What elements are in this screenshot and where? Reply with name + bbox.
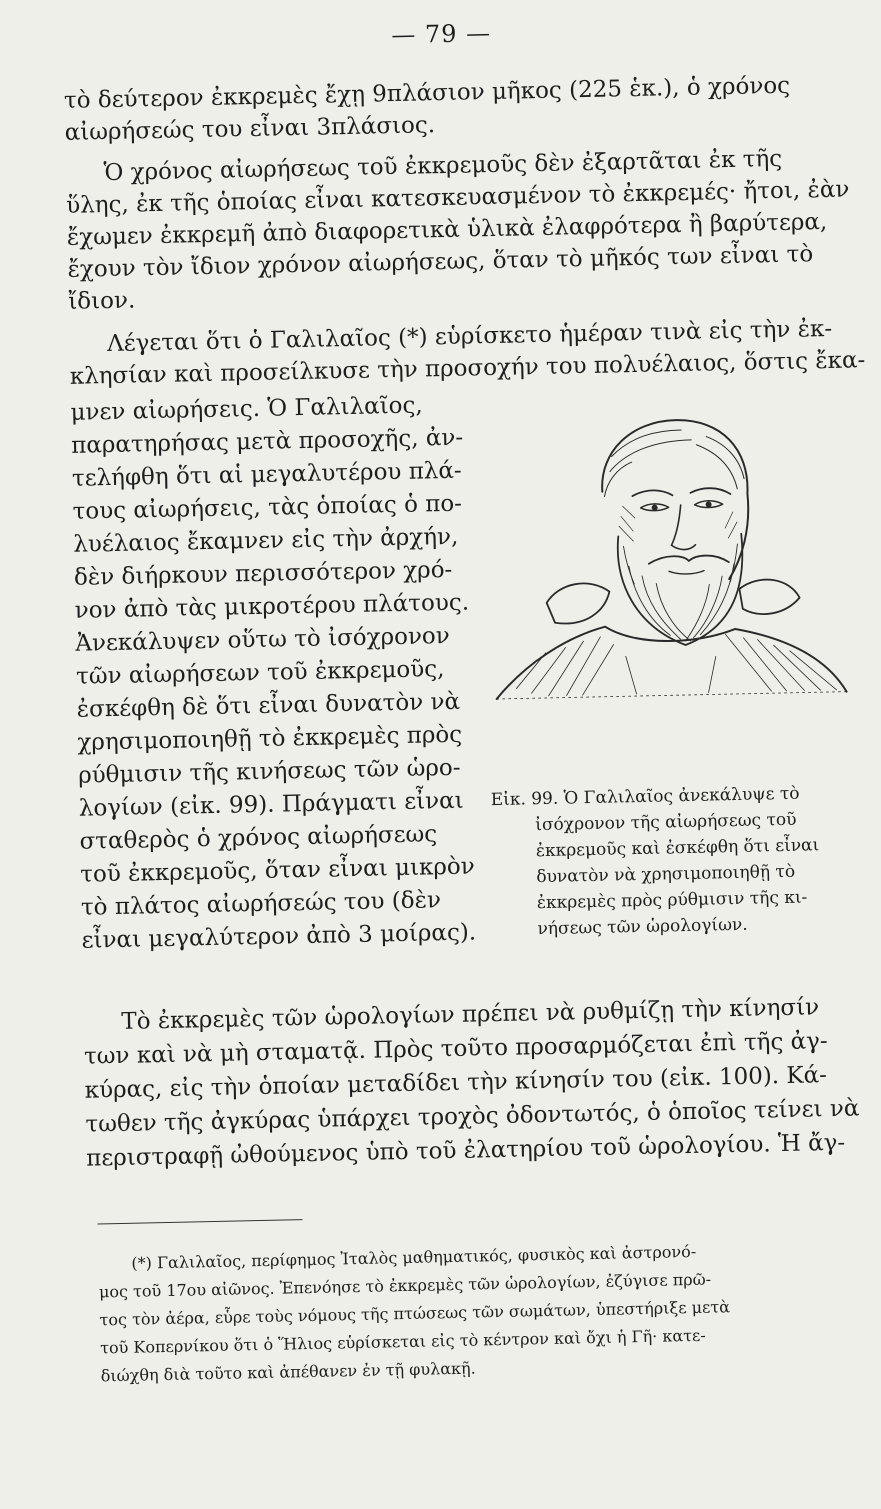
- text-line: περιστραφῇ ὠθούμενος ὑπὸ τοῦ ἐλατηρίου τοῦ ὡρολογίου. Ἡ ἄγ-: [85, 1129, 846, 1172]
- footnote-line: τοῦ Κοπερνίκου ὅτι ὁ Ἥλιος εὑρίσκεται εἰς τὸ κέντρον καὶ ὄχι ἡ Γῆ· κατε-: [99, 1325, 706, 1358]
- caption-line: ἐκκρεμοῦς καὶ ἐσκέφθη ὅτι εἶναι: [535, 835, 820, 862]
- text-line: λογίων (εἰκ. 99). Πράγματι εἶναι: [78, 787, 464, 822]
- text-line: μνεν αἰωρήσεις. Ὁ Γαλιλαῖος,: [70, 392, 423, 426]
- text-line: Τὸ ἐκκρεμὲς τῶν ὡρολογίων πρέπει νὰ ρυθμίζῃ τὴν κίνησίν: [121, 994, 820, 1035]
- footnote-line: (*) Γαλιλαῖος, περίφημος Ἰταλὸς μαθηματικός, φυσικὸς καὶ ἀστρονό-: [131, 1241, 697, 1273]
- text-line: ἐσκέφθη δὲ ὅτι εἶναι δυνατὸν νὰ: [76, 688, 461, 723]
- text-line: κλησίαν καὶ προσείλκυσε τὴν προσοχήν του πολυέλαιος, ὅστις ἔκα-: [69, 347, 866, 390]
- footnote-line: διώχθη διὰ τοῦτο καὶ ἀπέθανεν ἐν τῇ φυλακῇ.: [100, 1358, 476, 1386]
- text-line: ἔχουν τὸν ἴδιον χρόνον αἰωρήσεως, ὅταν τὸ μῆκός των εἶναι τὸ: [67, 241, 814, 283]
- text-line: Λέγεται ὅτι ὁ Γαλιλαῖος (*) εὑρίσκετο ἡμέραν τινὰ εἰς τὴν ἐκ-: [106, 315, 833, 358]
- text-line: Ἀνεκάλυψεν οὕτω τὸ ἰσόχρονον: [75, 622, 450, 657]
- caption-line: δυνατὸν νὰ χρησιμοποιηθῇ τὸ: [536, 861, 796, 888]
- text-line: ἔχωμεν ἐκκρεμῆ ἀπὸ διαφορετικὰ ὑλικὰ ἐλαφρότερα ἢ βαρύτερα,: [66, 208, 828, 251]
- text-line: τῶν αἰωρήσεων τοῦ ἐκκρεμοῦς,: [75, 656, 445, 690]
- text-line: σταθερὸς ὁ χρόνος αἰωρήσεως: [79, 821, 438, 855]
- text-line: δὲν διήρκουν περισσότερον χρό-: [73, 556, 453, 591]
- galileo-portrait-figure: [480, 392, 858, 780]
- text-line: ὕλης, ἐκ τῆς ὁποίας εἶναι κατεσκευασμένον τὸ ἐκκρεμές· ἤτοι, ἐὰν: [65, 176, 850, 219]
- text-line: λυέλαιος ἔκαμνεν εἰς τὴν ἀρχήν,: [73, 523, 459, 558]
- caption-line: ἐκκρεμὲς πρὸς ρύθμισιν τῆς κι-: [536, 887, 808, 914]
- text-line: χρησιμοποιηθῇ τὸ ἐκκρεμὲς πρὸς: [77, 721, 463, 756]
- text-line: εἶναι μεγαλύτερον ἀπὸ 3 μοίρας).: [81, 919, 477, 954]
- text-line: των καὶ νὰ μὴ σταματᾷ. Πρὸς τοῦτο προσαρμόζεται ἐπὶ τῆς ἀγ-: [83, 1028, 828, 1070]
- footnote-line: τος τὸν ἀέρα, εὗρε τοὺς νόμους τῆς πτώσεως τῶν σωμάτων, ὑπεστήριξε μετὰ: [99, 1297, 731, 1330]
- text-line: τελήφθη ὅτι αἱ μεγαλυτέρου πλά-: [71, 457, 462, 492]
- caption-line: ἰσόχρονον τῆς αἰωρήσεως τοῦ: [535, 809, 797, 836]
- footnote-separator: [98, 1219, 303, 1224]
- caption-line: νήσεως τῶν ὡρολογίων.: [537, 914, 748, 940]
- text-line: κύρας, εἰς τὴν ὁποίαν μεταδίδει τὴν κίνησίν του (εἰκ. 100). Κά-: [84, 1062, 828, 1104]
- text-line: αἰωρήσεώς του εἶναι 3πλάσιος.: [64, 112, 436, 146]
- text-line: τους αἰωρήσεις, τὰς ὁποίας ὁ πο-: [72, 490, 463, 525]
- text-line: ἴδιον.: [67, 287, 136, 315]
- text-line: τὸ δεύτερον ἐκκρεμὲς ἔχῃ 9πλάσιον μῆκος (225 ἑκ.), ὁ χρόνος: [63, 72, 791, 114]
- caption-line: Εἰκ. 99. Ὁ Γαλιλαῖος ἀνεκάλυψε τὸ: [490, 783, 800, 811]
- text-line: τοῦ ἐκκρεμοῦς, ὅταν εἶναι μικρὸν: [79, 853, 475, 888]
- footnote-line: μος τοῦ 17ου αἰῶνος. Ἐπενόησε τὸ ἐκκρεμὲς τῶν ὡρολογίων, ἐζύγισε πρῶ-: [98, 1269, 712, 1302]
- text-line: νον ἀπὸ τὰς μικροτέρου πλάτους.: [74, 589, 470, 624]
- text-line: ρύθμισιν τῆς κινήσεως τῶν ὡρο-: [77, 754, 461, 789]
- text-line: τωθεν τῆς ἀγκύρας ὑπάρχει τροχὸς ὀδοντωτός, ὁ ὁποῖος τείνει νὰ: [85, 1095, 860, 1138]
- page-number: — 79 —: [391, 18, 492, 50]
- text-line: παρατηρήσας μετὰ προσοχῆς, ἀν-: [70, 424, 464, 459]
- text-line: τὸ πλάτος αἰωρήσεώς του (δὲν: [80, 887, 442, 921]
- text-line: Ὁ χρόνος αἰωρήσεως τοῦ ἐκκρεμοῦς δὲν ἐξαρτᾶται ἐκ τῆς: [103, 145, 783, 187]
